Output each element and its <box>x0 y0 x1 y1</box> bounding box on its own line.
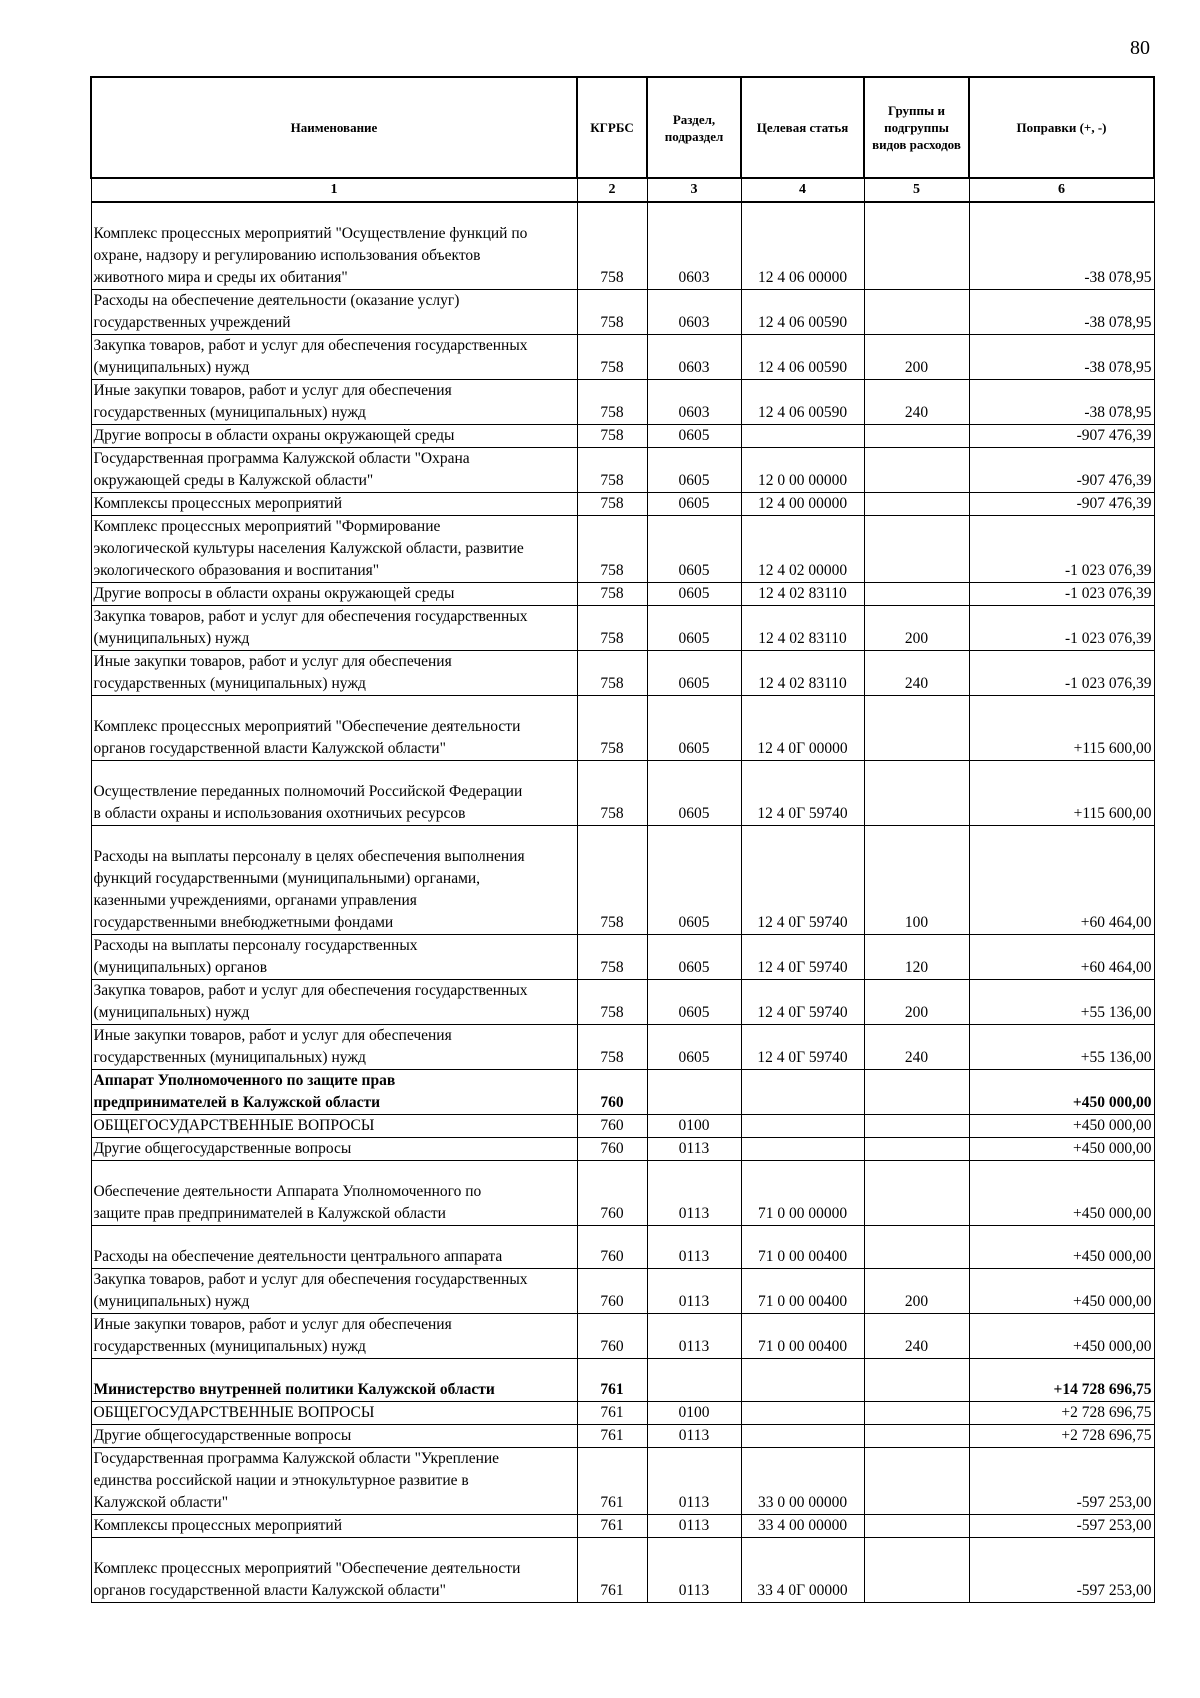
row-name-cell: Другие вопросы в области охраны окружающей среды <box>91 425 577 448</box>
column-number: 3 <box>647 178 741 202</box>
row-name-cell: ОБЩЕГОСУДАРСТВЕННЫЕ ВОПРОСЫ <box>91 1402 577 1425</box>
row-section-cell: 0605 <box>647 606 741 651</box>
table-row <box>91 1161 1154 1226</box>
header-kgrbs: КГРБС <box>577 77 647 178</box>
row-target-article-cell: 12 4 0Г 59740 <box>741 935 864 980</box>
row-name-cell: Иные закупки товаров, работ и услуг для обеспечения государственных (муниципальных) нужд <box>91 1025 577 1070</box>
row-amount-cell: +450 000,00 <box>969 1115 1154 1138</box>
row-section-cell: 0605 <box>647 425 741 448</box>
row-section-cell: 0100 <box>647 1115 741 1138</box>
row-amount-cell: -38 078,95 <box>969 380 1154 425</box>
row-kgrbs-cell: 758 <box>577 935 647 980</box>
row-section-cell: 0100 <box>647 1402 741 1425</box>
column-number: 4 <box>741 178 864 202</box>
header-name: Наименование <box>91 77 577 178</box>
row-expense-group-cell <box>864 1425 969 1448</box>
row-kgrbs-cell: 758 <box>577 380 647 425</box>
table-row <box>91 1402 1154 1425</box>
row-expense-group-cell <box>864 696 969 761</box>
row-amount-cell: +2 728 696,75 <box>969 1425 1154 1448</box>
row-name-cell: Комплекс процессных мероприятий "Обеспечение деятельности органов государственной власти Калужской области" <box>91 1538 577 1603</box>
row-target-article-cell: 71 0 00 00000 <box>741 1161 864 1226</box>
table-row <box>91 935 1154 980</box>
table-row <box>91 980 1154 1025</box>
row-name-cell: Осуществление переданных полномочий Российской Федерации в области охраны и использования охотничьих ресурсов <box>91 761 577 826</box>
row-section-cell: 0605 <box>647 761 741 826</box>
row-kgrbs-cell: 761 <box>577 1448 647 1515</box>
row-expense-group-cell: 200 <box>864 335 969 380</box>
row-section-cell: 0605 <box>647 826 741 935</box>
row-expense-group-cell <box>864 761 969 826</box>
row-section-cell: 0603 <box>647 335 741 380</box>
row-target-article-cell: 12 4 02 00000 <box>741 516 864 583</box>
row-section-cell: 0605 <box>647 493 741 516</box>
row-amount-cell: -907 476,39 <box>969 448 1154 493</box>
row-expense-group-cell <box>864 1115 969 1138</box>
row-target-article-cell: 12 4 0Г 59740 <box>741 761 864 826</box>
row-target-article-cell: 33 4 00 00000 <box>741 1515 864 1538</box>
row-kgrbs-cell: 760 <box>577 1314 647 1359</box>
table-row <box>91 1538 1154 1603</box>
row-kgrbs-cell: 758 <box>577 761 647 826</box>
row-amount-cell: -1 023 076,39 <box>969 516 1154 583</box>
table-row <box>91 1070 1154 1115</box>
row-amount-cell: +450 000,00 <box>969 1269 1154 1314</box>
header-section: Раздел, подраздел <box>647 77 741 178</box>
row-name-cell: Государственная программа Калужской области "Охрана окружающей среды в Калужской области" <box>91 448 577 493</box>
row-expense-group-cell <box>864 1070 969 1115</box>
row-expense-group-cell <box>864 425 969 448</box>
row-amount-cell: -1 023 076,39 <box>969 606 1154 651</box>
table-row <box>91 1025 1154 1070</box>
row-name-cell: Закупка товаров, работ и услуг для обеспечения государственных (муниципальных) нужд <box>91 1269 577 1314</box>
row-section-cell: 0113 <box>647 1226 741 1269</box>
row-name-cell: Иные закупки товаров, работ и услуг для обеспечения государственных (муниципальных) нужд <box>91 380 577 425</box>
table-header <box>91 77 1154 178</box>
row-name-cell: Закупка товаров, работ и услуг для обеспечения государственных (муниципальных) нужд <box>91 335 577 380</box>
row-name-cell: Комплексы процессных мероприятий <box>91 1515 577 1538</box>
table-row <box>91 1226 1154 1269</box>
row-section-cell: 0605 <box>647 980 741 1025</box>
row-amount-cell: +450 000,00 <box>969 1138 1154 1161</box>
row-target-article-cell: 71 0 00 00400 <box>741 1226 864 1269</box>
table-row <box>91 1115 1154 1138</box>
row-amount-cell: +450 000,00 <box>969 1161 1154 1226</box>
row-expense-group-cell <box>864 1448 969 1515</box>
row-target-article-cell <box>741 1070 864 1115</box>
row-expense-group-cell: 200 <box>864 1269 969 1314</box>
row-section-cell: 0605 <box>647 448 741 493</box>
column-number: 2 <box>577 178 647 202</box>
row-amount-cell: +115 600,00 <box>969 761 1154 826</box>
row-kgrbs-cell: 758 <box>577 1025 647 1070</box>
row-target-article-cell <box>741 1359 864 1402</box>
row-amount-cell: +450 000,00 <box>969 1070 1154 1115</box>
row-expense-group-cell <box>864 1161 969 1226</box>
row-kgrbs-cell: 761 <box>577 1425 647 1448</box>
row-target-article-cell: 12 4 0Г 00000 <box>741 696 864 761</box>
row-name-cell: Государственная программа Калужской области "Укрепление единства российской нации и этнокультурное развитие в Калужской области" <box>91 1448 577 1515</box>
column-number: 1 <box>91 178 577 202</box>
row-kgrbs-cell: 760 <box>577 1070 647 1115</box>
row-name-cell: ОБЩЕГОСУДАРСТВЕННЫЕ ВОПРОСЫ <box>91 1115 577 1138</box>
table-row <box>91 290 1154 335</box>
row-kgrbs-cell: 758 <box>577 696 647 761</box>
row-target-article-cell: 12 4 06 00590 <box>741 290 864 335</box>
table-row <box>91 1314 1154 1359</box>
row-target-article-cell: 12 4 06 00590 <box>741 380 864 425</box>
row-amount-cell: -1 023 076,39 <box>969 651 1154 696</box>
row-expense-group-cell <box>864 516 969 583</box>
row-target-article-cell: 12 4 06 00000 <box>741 202 864 290</box>
row-section-cell <box>647 1359 741 1402</box>
row-amount-cell: -907 476,39 <box>969 493 1154 516</box>
row-name-cell: Иные закупки товаров, работ и услуг для обеспечения государственных (муниципальных) нужд <box>91 651 577 696</box>
row-kgrbs-cell: 758 <box>577 980 647 1025</box>
table-row <box>91 761 1154 826</box>
column-number: 6 <box>969 178 1154 202</box>
table-row <box>91 1359 1154 1402</box>
row-kgrbs-cell: 760 <box>577 1269 647 1314</box>
table-row <box>91 826 1154 935</box>
row-expense-group-cell <box>864 493 969 516</box>
row-kgrbs-cell: 761 <box>577 1359 647 1402</box>
row-amount-cell: +60 464,00 <box>969 935 1154 980</box>
table-row <box>91 606 1154 651</box>
row-kgrbs-cell: 758 <box>577 651 647 696</box>
row-section-cell <box>647 1070 741 1115</box>
table-row <box>91 1269 1154 1314</box>
row-section-cell: 0605 <box>647 516 741 583</box>
header-target-article: Целевая статья <box>741 77 864 178</box>
row-section-cell: 0605 <box>647 1025 741 1070</box>
header-amendments: Поправки (+, -) <box>969 77 1154 178</box>
row-section-cell: 0113 <box>647 1538 741 1603</box>
row-kgrbs-cell: 760 <box>577 1226 647 1269</box>
row-section-cell: 0113 <box>647 1138 741 1161</box>
row-section-cell: 0603 <box>647 202 741 290</box>
row-target-article-cell <box>741 1402 864 1425</box>
row-amount-cell: +55 136,00 <box>969 980 1154 1025</box>
row-amount-cell: -907 476,39 <box>969 425 1154 448</box>
budget-amendments-table <box>90 76 1155 1603</box>
row-section-cell: 0605 <box>647 651 741 696</box>
table-row <box>91 1425 1154 1448</box>
row-section-cell: 0605 <box>647 696 741 761</box>
row-target-article-cell: 12 4 02 83110 <box>741 606 864 651</box>
row-expense-group-cell <box>864 1226 969 1269</box>
row-name-cell: Расходы на выплаты персоналу государственных (муниципальных) органов <box>91 935 577 980</box>
row-expense-group-cell <box>864 1359 969 1402</box>
row-amount-cell: +450 000,00 <box>969 1226 1154 1269</box>
row-kgrbs-cell: 761 <box>577 1402 647 1425</box>
row-expense-group-cell <box>864 202 969 290</box>
page-number: 80 <box>1130 37 1150 59</box>
table-row <box>91 335 1154 380</box>
row-target-article-cell: 12 4 02 83110 <box>741 583 864 606</box>
row-section-cell: 0603 <box>647 380 741 425</box>
row-section-cell: 0113 <box>647 1314 741 1359</box>
row-amount-cell: -597 253,00 <box>969 1515 1154 1538</box>
row-target-article-cell: 12 4 06 00590 <box>741 335 864 380</box>
row-expense-group-cell: 200 <box>864 606 969 651</box>
table-row <box>91 583 1154 606</box>
row-kgrbs-cell: 758 <box>577 202 647 290</box>
row-name-cell: Министерство внутренней политики Калужской области <box>91 1359 577 1402</box>
row-name-cell: Закупка товаров, работ и услуг для обеспечения государственных (муниципальных) нужд <box>91 606 577 651</box>
row-amount-cell: +55 136,00 <box>969 1025 1154 1070</box>
row-name-cell: Другие вопросы в области охраны окружающей среды <box>91 583 577 606</box>
table-row <box>91 493 1154 516</box>
row-amount-cell: +60 464,00 <box>969 826 1154 935</box>
row-section-cell: 0113 <box>647 1515 741 1538</box>
row-amount-cell: +450 000,00 <box>969 1314 1154 1359</box>
row-target-article-cell <box>741 425 864 448</box>
row-kgrbs-cell: 758 <box>577 335 647 380</box>
table-row <box>91 425 1154 448</box>
row-expense-group-cell: 240 <box>864 651 969 696</box>
column-number: 5 <box>864 178 969 202</box>
row-name-cell: Аппарат Уполномоченного по защите прав предпринимателей в Калужской области <box>91 1070 577 1115</box>
row-amount-cell: -38 078,95 <box>969 335 1154 380</box>
row-target-article-cell: 12 4 0Г 59740 <box>741 826 864 935</box>
table-row <box>91 380 1154 425</box>
row-target-article-cell: 12 0 00 00000 <box>741 448 864 493</box>
row-kgrbs-cell: 761 <box>577 1538 647 1603</box>
row-amount-cell: -597 253,00 <box>969 1538 1154 1603</box>
row-target-article-cell <box>741 1115 864 1138</box>
row-name-cell: Другие общегосударственные вопросы <box>91 1425 577 1448</box>
row-name-cell: Комплекс процессных мероприятий "Осуществление функций по охране, надзору и регулированию использования объектов животного мира и среды их обитания" <box>91 202 577 290</box>
row-expense-group-cell <box>864 290 969 335</box>
row-target-article-cell: 12 4 0Г 59740 <box>741 1025 864 1070</box>
row-name-cell: Комплекс процессных мероприятий "Формирование экологической культуры населения Калужской области, развитие экологического образования и воспитания" <box>91 516 577 583</box>
row-expense-group-cell <box>864 1402 969 1425</box>
row-amount-cell: -1 023 076,39 <box>969 583 1154 606</box>
row-target-article-cell: 71 0 00 00400 <box>741 1314 864 1359</box>
row-kgrbs-cell: 760 <box>577 1115 647 1138</box>
row-name-cell: Расходы на обеспечение деятельности (оказание услуг) государственных учреждений <box>91 290 577 335</box>
row-kgrbs-cell: 758 <box>577 493 647 516</box>
row-expense-group-cell <box>864 1538 969 1603</box>
row-section-cell: 0113 <box>647 1269 741 1314</box>
table-row <box>91 651 1154 696</box>
row-name-cell: Иные закупки товаров, работ и услуг для обеспечения государственных (муниципальных) нужд <box>91 1314 577 1359</box>
row-name-cell: Обеспечение деятельности Аппарата Уполномоченного по защите прав предпринимателей в Калужской области <box>91 1161 577 1226</box>
row-section-cell: 0113 <box>647 1425 741 1448</box>
row-name-cell: Расходы на обеспечение деятельности центрального аппарата <box>91 1226 577 1269</box>
table-row <box>91 448 1154 493</box>
row-expense-group-cell: 120 <box>864 935 969 980</box>
row-target-article-cell: 12 4 0Г 59740 <box>741 980 864 1025</box>
row-kgrbs-cell: 760 <box>577 1161 647 1226</box>
row-section-cell: 0113 <box>647 1448 741 1515</box>
row-kgrbs-cell: 758 <box>577 425 647 448</box>
row-kgrbs-cell: 758 <box>577 606 647 651</box>
table-row <box>91 1448 1154 1515</box>
row-kgrbs-cell: 758 <box>577 583 647 606</box>
row-amount-cell: +2 728 696,75 <box>969 1402 1154 1425</box>
row-name-cell: Другие общегосударственные вопросы <box>91 1138 577 1161</box>
row-expense-group-cell <box>864 1515 969 1538</box>
row-section-cell: 0605 <box>647 935 741 980</box>
row-target-article-cell: 33 4 0Г 00000 <box>741 1538 864 1603</box>
row-expense-group-cell <box>864 1138 969 1161</box>
table-row <box>91 202 1154 290</box>
row-target-article-cell: 12 4 02 83110 <box>741 651 864 696</box>
row-amount-cell: -38 078,95 <box>969 290 1154 335</box>
row-target-article-cell: 12 4 00 00000 <box>741 493 864 516</box>
table-body <box>91 178 1154 1603</box>
row-expense-group-cell: 200 <box>864 980 969 1025</box>
row-section-cell: 0605 <box>647 583 741 606</box>
row-kgrbs-cell: 758 <box>577 448 647 493</box>
row-amount-cell: -597 253,00 <box>969 1448 1154 1515</box>
row-name-cell: Комплекс процессных мероприятий "Обеспечение деятельности органов государственной власти Калужской области" <box>91 696 577 761</box>
row-expense-group-cell: 100 <box>864 826 969 935</box>
row-name-cell: Расходы на выплаты персоналу в целях обеспечения выполнения функций государственными (муниципальными) органами, казенными учреждениями, органами управления государственными внебюджетными фондами <box>91 826 577 935</box>
column-number-row <box>91 178 1154 202</box>
row-amount-cell: +115 600,00 <box>969 696 1154 761</box>
row-kgrbs-cell: 758 <box>577 516 647 583</box>
header-expense-group: Группы и подгруппы видов расходов <box>864 77 969 178</box>
row-amount-cell: +14 728 696,75 <box>969 1359 1154 1402</box>
row-target-article-cell <box>741 1138 864 1161</box>
row-name-cell: Комплексы процессных мероприятий <box>91 493 577 516</box>
row-section-cell: 0113 <box>647 1161 741 1226</box>
table-row <box>91 1138 1154 1161</box>
table-row <box>91 1515 1154 1538</box>
row-kgrbs-cell: 758 <box>577 290 647 335</box>
row-expense-group-cell <box>864 583 969 606</box>
row-name-cell: Закупка товаров, работ и услуг для обеспечения государственных (муниципальных) нужд <box>91 980 577 1025</box>
table-row <box>91 696 1154 761</box>
row-expense-group-cell: 240 <box>864 380 969 425</box>
row-kgrbs-cell: 758 <box>577 826 647 935</box>
row-kgrbs-cell: 761 <box>577 1515 647 1538</box>
table-row <box>91 516 1154 583</box>
row-target-article-cell <box>741 1425 864 1448</box>
row-target-article-cell: 71 0 00 00400 <box>741 1269 864 1314</box>
row-amount-cell: -38 078,95 <box>969 202 1154 290</box>
row-kgrbs-cell: 760 <box>577 1138 647 1161</box>
row-expense-group-cell: 240 <box>864 1314 969 1359</box>
row-expense-group-cell: 240 <box>864 1025 969 1070</box>
row-section-cell: 0603 <box>647 290 741 335</box>
row-target-article-cell: 33 0 00 00000 <box>741 1448 864 1515</box>
row-expense-group-cell <box>864 448 969 493</box>
